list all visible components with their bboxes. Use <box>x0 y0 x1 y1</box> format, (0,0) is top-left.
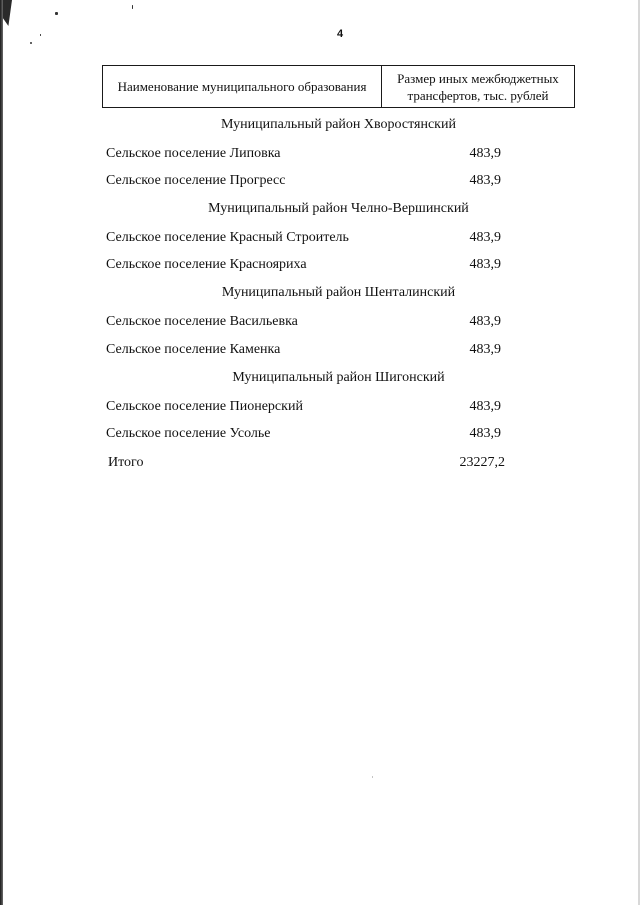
row-name: Сельское поселение Васильевка <box>106 314 298 329</box>
scan-speck <box>132 5 133 9</box>
row-value: 483,9 <box>469 342 501 357</box>
row-name: Сельское поселение Усолье <box>106 426 271 441</box>
table-header <box>102 65 575 108</box>
row-name: Сельское поселение Краснояриха <box>106 257 307 272</box>
row-value: 483,9 <box>469 230 501 245</box>
section-title: Муниципальный район Челно-Вершинский <box>208 201 469 216</box>
section-title: Муниципальный район Шигонский <box>232 370 445 385</box>
scan-edge-left <box>0 0 3 905</box>
total-value: 23227,2 <box>459 455 505 470</box>
page-number: 4 <box>336 28 344 40</box>
scan-speck <box>372 776 373 778</box>
header-transfer-size: Размер иных межбюджетных трансфертов, тыс. рублей <box>397 70 559 103</box>
row-value: 483,9 <box>469 146 501 161</box>
row-name: Сельское поселение Прогресс <box>106 173 286 188</box>
section-title: Муниципальный район Хворостянский <box>221 117 456 132</box>
row-value: 483,9 <box>469 173 501 188</box>
row-name: Сельское поселение Липовка <box>106 146 281 161</box>
row-value: 483,9 <box>469 257 501 272</box>
header-municipality-name: Наименование муниципального образования <box>103 66 382 107</box>
row-name: Сельское поселение Пионерский <box>106 399 303 414</box>
section-title: Муниципальный район Шенталинский <box>221 285 456 300</box>
row-value: 483,9 <box>469 426 501 441</box>
row-name: Сельское поселение Красный Строитель <box>106 230 349 245</box>
total-label: Итого <box>108 455 144 470</box>
row-value: 483,9 <box>469 399 501 414</box>
scan-speck <box>40 34 41 36</box>
scan-corner-mark <box>3 0 12 26</box>
row-name: Сельское поселение Каменка <box>106 342 281 357</box>
scan-speck <box>55 12 58 15</box>
row-value: 483,9 <box>469 314 501 329</box>
scan-speck <box>30 42 32 44</box>
